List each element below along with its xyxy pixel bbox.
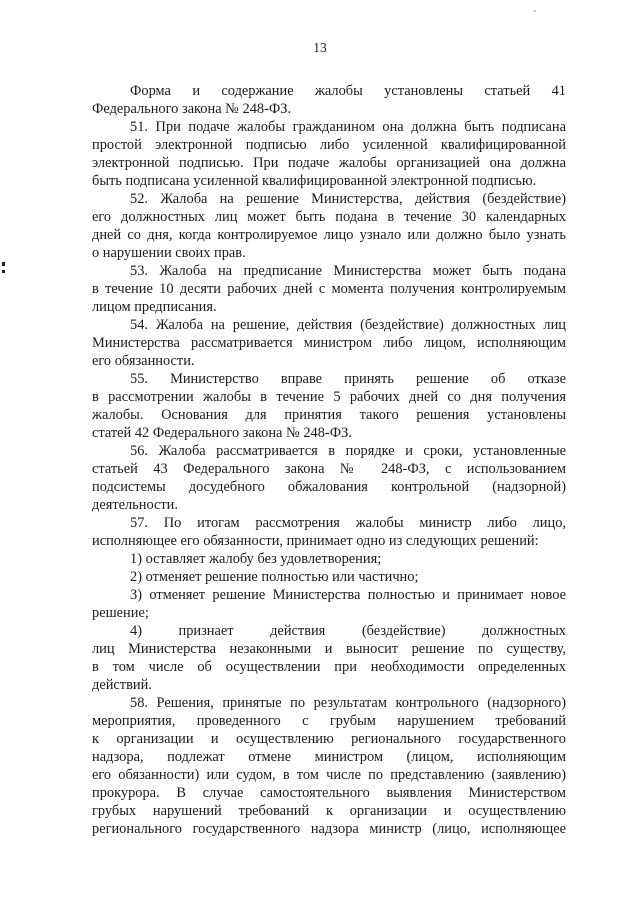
text-line: мероприятия, проведенного с грубым нарушением требований: [92, 713, 566, 729]
text-line: подсистемы досудебного обжалования контрольной (надзорной): [92, 479, 566, 495]
text-line: 55. Министерство вправе принять решение об отказе: [130, 371, 566, 387]
scan-margin-mark: [2, 262, 5, 266]
text-line: его обязанности) или судом, в том числе по представлению (заявлению): [92, 767, 566, 783]
text-line: 57. По итогам рассмотрения жалобы министр либо лицо,: [130, 515, 566, 531]
text-line: 53. Жалоба на предписание Министерства может быть подана: [130, 263, 566, 279]
text-line: дней со дня, когда контролируемое лицо узнало или должно было узнать: [92, 227, 566, 243]
text-line: надзора, подлежат отмене министром (лицом, исполняющим: [92, 749, 566, 765]
text-line: электронной подписью. При подаче жалобы организацией она должна: [92, 155, 566, 171]
text-line: грубых нарушений требований к организации и осуществлению: [92, 803, 566, 819]
text-line: простой электронной подписью либо усиленной квалифицированной: [92, 137, 566, 153]
page-number: 13: [313, 40, 327, 55]
text-line: лиц Министерства незаконными и выносит решение по существу,: [92, 641, 566, 657]
text-line: его обязанности.: [92, 353, 195, 369]
text-line: к организации и осуществлению регионального государственного: [92, 731, 566, 747]
text-line: быть подписана усиленной квалифицированной электронной подписью.: [92, 173, 537, 189]
text-line: 4) признает действия (бездействие) должностных: [130, 623, 566, 639]
text-line: 52. Жалоба на решение Министерства, действия (бездействие): [130, 191, 566, 207]
text-line: о нарушении своих прав.: [92, 245, 246, 261]
text-line: жалобы. Основания для принятия такого решения установлены: [92, 407, 566, 423]
text-line: действий.: [92, 677, 152, 693]
text-line: прокурора. В случае самостоятельного выявления Министерством: [92, 785, 566, 801]
text-line: деятельности.: [92, 497, 178, 513]
text-line: статей 42 Федерального закона № 248-ФЗ.: [92, 425, 352, 441]
text-line: лицом предписания.: [92, 299, 217, 315]
scan-speck: [534, 10, 536, 12]
scan-margin-mark: [2, 270, 5, 273]
text-line: 54. Жалоба на решение, действия (бездействие) должностных лиц: [130, 317, 566, 333]
text-line: 3) отменяет решение Министерства полностью и принимает новое: [130, 587, 566, 603]
text-line: в рассмотрении жалобы в течение 5 рабочих дней со дня получения: [92, 389, 566, 405]
text-line: Форма и содержание жалобы установлены статьей 41: [130, 83, 566, 99]
text-line: 2) отменяет решение полностью или частично;: [130, 569, 419, 585]
text-line: Министерства рассматривается министром либо лицом, исполняющим: [92, 335, 566, 351]
text-line: статьей 43 Федерального закона № 248-ФЗ, с использованием: [92, 461, 566, 477]
text-line: 51. При подаче жалобы гражданином она должна быть подписана: [130, 119, 566, 135]
text-line: 58. Решения, принятые по результатам контрольного (надзорного): [130, 695, 566, 711]
text-line: Федерального закона № 248-ФЗ.: [92, 101, 292, 117]
text-line: регионального государственного надзора министр (лицо, исполняющее: [92, 821, 566, 837]
text-line: в течение 10 десяти рабочих дней с момента получения контролируемым: [92, 281, 566, 297]
text-line: его должностных лиц может быть подана в течение 30 календарных: [92, 209, 566, 225]
text-line: 56. Жалоба рассматривается в порядке и сроки, установленные: [130, 443, 566, 459]
text-line: 1) оставляет жалобу без удовлетворения;: [130, 551, 382, 567]
text-line: в том числе об осуществлении при необходимости определенных: [92, 659, 566, 675]
text-line: решение;: [92, 605, 149, 621]
text-line: исполняющее его обязанности, принимает одно из следующих решений:: [92, 533, 539, 549]
